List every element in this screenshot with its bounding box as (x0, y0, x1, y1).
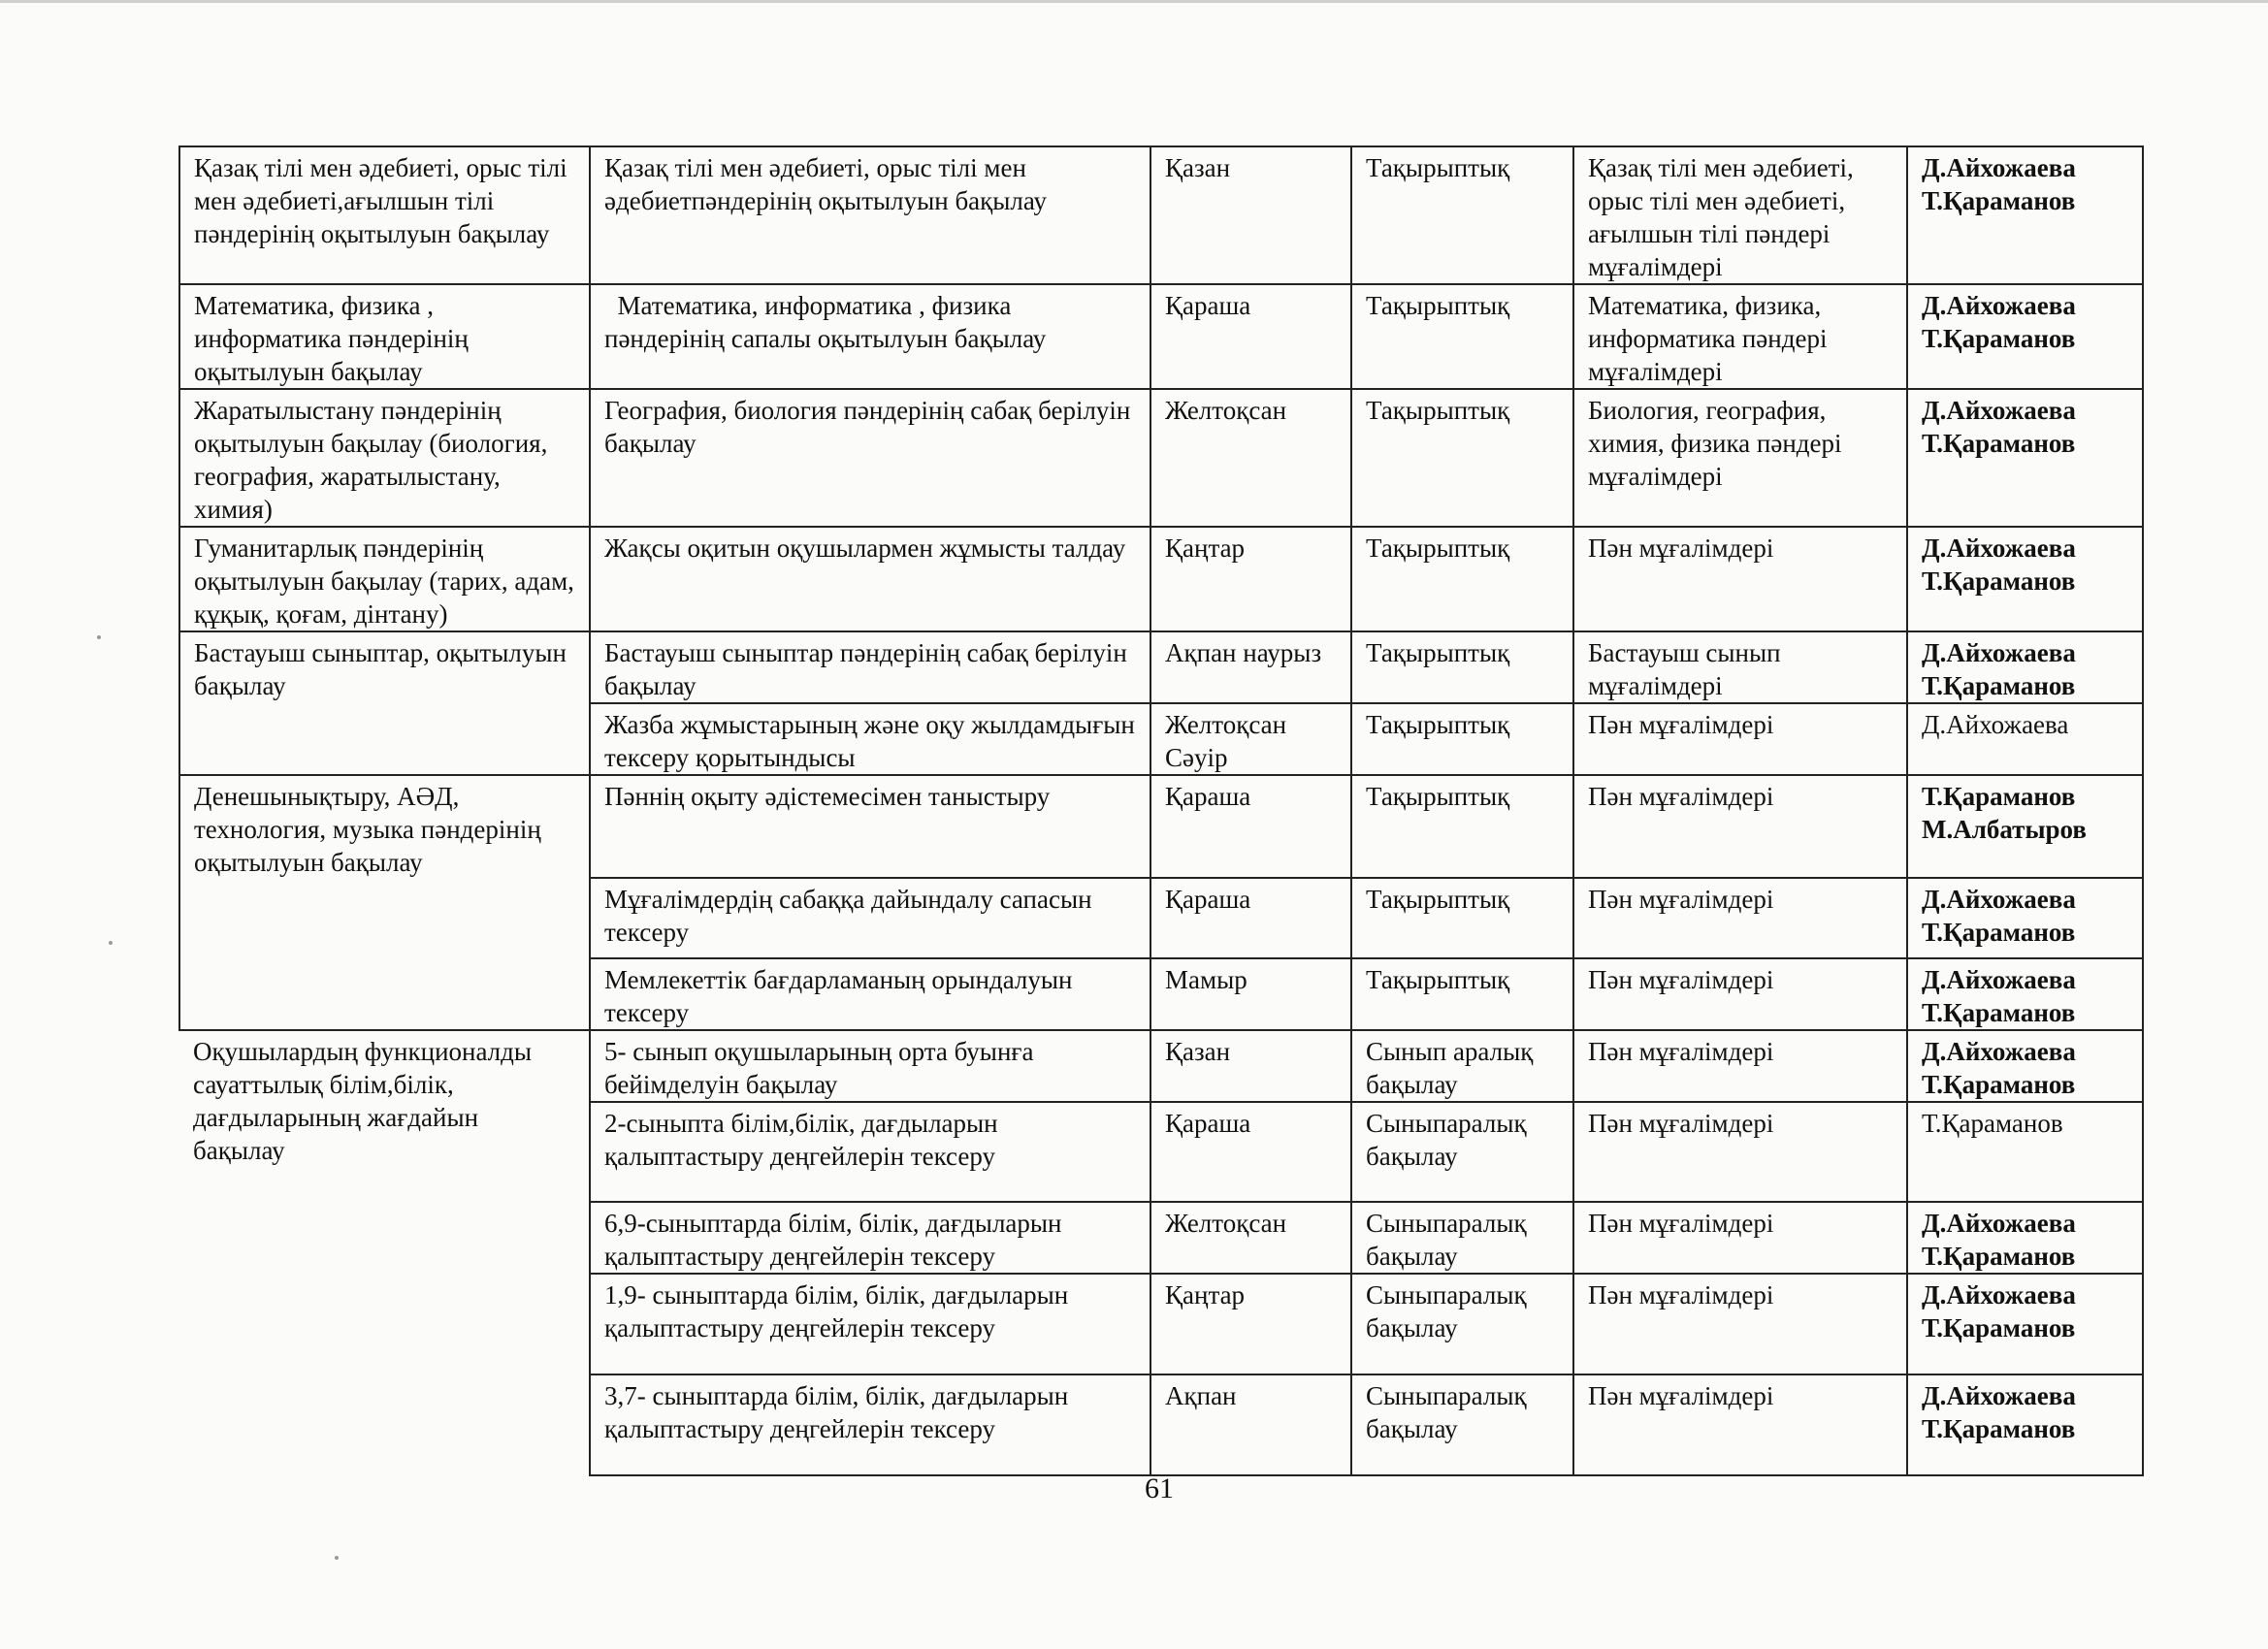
control-area-cell: Қазақ тілі мен әдебиеті, орыс тілі мен әдебиеті,ағылшын тілі пәндерінің оқытылуын бақылау (179, 146, 590, 284)
control-topic-cell: 5- сынып оқушыларының орта буынға бейімделуін бақылау (590, 1030, 1150, 1102)
control-topic-cell: Мемлекеттік бағдарламаның орындалуын тексеру (590, 958, 1150, 1030)
control-topic-cell: 2-сыныпта білім,білік, дағдыларын қалыптастыру деңгейлерін тексеру (590, 1102, 1150, 1202)
month-cell: Желтоқсан (1150, 1202, 1351, 1274)
control-type-cell: Тақырыптық (1351, 878, 1573, 958)
responsible-cell: Т.Қараманов (1907, 1102, 2143, 1202)
responsible-cell: Д.Айхожаева Т.Қараманов (1907, 1274, 2143, 1374)
table-row (179, 146, 2143, 284)
scan-speck (109, 941, 113, 945)
month-cell: Ақпан наурыз (1150, 631, 1351, 703)
target-cell: Пән мұғалімдері (1573, 958, 1907, 1030)
control-plan-table (178, 146, 2144, 1476)
month-cell: Қараша (1150, 284, 1351, 389)
responsible-cell: Д.Айхожаева Т.Қараманов (1907, 1374, 2143, 1475)
table-row (179, 389, 2143, 527)
control-topic-cell: География, биология пәндерінің сабақ берілуін бақылау (590, 389, 1150, 527)
target-cell: Пән мұғалімдері (1573, 1374, 1907, 1475)
target-cell: Пән мұғалімдері (1573, 703, 1907, 775)
responsible-cell: Д.Айхожаева Т.Қараманов (1907, 958, 2143, 1030)
target-cell: Пән мұғалімдері (1573, 878, 1907, 958)
control-type-cell: Тақырыптық (1351, 958, 1573, 1030)
responsible-cell: Д.Айхожаева Т.Қараманов (1907, 284, 2143, 389)
scan-speck (335, 1556, 339, 1560)
control-type-cell: Тақырыптық (1351, 284, 1573, 389)
target-cell: Биология, география, химия, физика пәндері мұғалімдері (1573, 389, 1907, 527)
month-cell: Желтоқсан Сәуір (1150, 703, 1351, 775)
control-type-cell: Сыныпаралық бақылау (1351, 1374, 1573, 1475)
target-cell: Бастауыш сынып мұғалімдері (1573, 631, 1907, 703)
responsible-cell: Т.Қараманов М.Албатыров (1907, 775, 2143, 878)
control-area-cell: Математика, физика , информатика пәндерінің оқытылуын бақылау (179, 284, 590, 389)
responsible-cell: Д.Айхожаева Т.Қараманов (1907, 1030, 2143, 1102)
control-topic-cell: 6,9-сыныптарда білім, білік, дағдыларын қалыптастыру деңгейлерін тексеру (590, 1202, 1150, 1274)
control-type-cell: Сынып аралық бақылау (1351, 1030, 1573, 1102)
month-cell: Ақпан (1150, 1374, 1351, 1475)
control-area-cell: Оқушылардың функционалды сауаттылық білім,білік, дағдыларының жағдайын бақылау (179, 1030, 590, 1475)
control-topic-cell: Жақсы оқитын оқушылармен жұмысты талдау (590, 527, 1150, 631)
control-topic-cell: Математика, информатика , физика пәндерінің сапалы оқытылуын бақылау (590, 284, 1150, 389)
control-area-cell: Жаратылыстану пәндерінің оқытылуын бақылау (биология, география, жаратылыстану, химия) (179, 389, 590, 527)
scan-top-edge (0, 0, 2268, 3)
control-topic-cell: Жазба жұмыстарының және оқу жылдамдығын тексеру қорытындысы (590, 703, 1150, 775)
control-topic-cell: Қазақ тілі мен әдебиеті, орыс тілі мен әдебиетпәндерінің оқытылуын бақылау (590, 146, 1150, 284)
responsible-cell: Д.Айхожаева Т.Қараманов (1907, 527, 2143, 631)
month-cell: Қазан (1150, 146, 1351, 284)
table-row (179, 1030, 2143, 1102)
target-cell: Пән мұғалімдері (1573, 775, 1907, 878)
control-type-cell: Тақырыптық (1351, 389, 1573, 527)
page-number: 61 (1145, 1472, 1174, 1504)
control-topic-cell: Мұғалімдердің сабаққа дайындалу сапасын тексеру (590, 878, 1150, 958)
control-type-cell: Тақырыптық (1351, 631, 1573, 703)
control-area-cell: Денешынықтыру, АӘД, технология, музыка пәндерінің оқытылуын бақылау (179, 775, 590, 1030)
target-cell: Пән мұғалімдері (1573, 1274, 1907, 1374)
control-topic-cell: 1,9- сыныптарда білім, білік, дағдыларын қалыптастыру деңгейлерін тексеру (590, 1274, 1150, 1374)
month-cell: Қазан (1150, 1030, 1351, 1102)
control-topic-cell: Бастауыш сыныптар пәндерінің сабақ берілуін бақылау (590, 631, 1150, 703)
month-cell: Қараша (1150, 775, 1351, 878)
month-cell: Қараша (1150, 1102, 1351, 1202)
control-type-cell: Сыныпаралық бақылау (1351, 1102, 1573, 1202)
control-area-cell: Бастауыш сыныптар, оқытылуын бақылау (179, 631, 590, 775)
control-topic-cell: Пәннің оқыту әдістемесімен таныстыру (590, 775, 1150, 878)
responsible-cell: Д.Айхожаева Т.Қараманов (1907, 1202, 2143, 1274)
responsible-cell: Д.Айхожаева Т.Қараманов (1907, 146, 2143, 284)
control-type-cell: Сыныпаралық бақылау (1351, 1202, 1573, 1274)
control-type-cell: Тақырыптық (1351, 527, 1573, 631)
month-cell: Қаңтар (1150, 1274, 1351, 1374)
responsible-cell: Д.Айхожаева Т.Қараманов (1907, 389, 2143, 527)
table-row (179, 631, 2143, 703)
table-row (179, 527, 2143, 631)
month-cell: Желтоқсан (1150, 389, 1351, 527)
control-topic-cell: 3,7- сыныптарда білім, білік, дағдыларын қалыптастыру деңгейлерін тексеру (590, 1374, 1150, 1475)
target-cell: Пән мұғалімдері (1573, 527, 1907, 631)
control-area-cell: Гуманитарлық пәндерінің оқытылуын бақылау (тарих, адам, құқық, қоғам, дінтану) (179, 527, 590, 631)
scan-speck (97, 635, 101, 639)
target-cell: Пән мұғалімдері (1573, 1202, 1907, 1274)
responsible-cell: Д.Айхожаева (1907, 703, 2143, 775)
control-type-cell: Сыныпаралық бақылау (1351, 1274, 1573, 1374)
target-cell: Пән мұғалімдері (1573, 1102, 1907, 1202)
control-type-cell: Тақырыптық (1351, 775, 1573, 878)
target-cell: Математика, физика, информатика пәндері мұғалімдері (1573, 284, 1907, 389)
target-cell: Қазақ тілі мен әдебиеті, орыс тілі мен әдебиеті, ағылшын тілі пәндері мұғалімдері (1573, 146, 1907, 284)
table-row (179, 775, 2143, 878)
responsible-cell: Д.Айхожаева Т.Қараманов (1907, 631, 2143, 703)
month-cell: Қараша (1150, 878, 1351, 958)
month-cell: Қаңтар (1150, 527, 1351, 631)
table-row (179, 284, 2143, 389)
control-type-cell: Тақырыптық (1351, 146, 1573, 284)
responsible-cell: Д.Айхожаева Т.Қараманов (1907, 878, 2143, 958)
control-type-cell: Тақырыптық (1351, 703, 1573, 775)
target-cell: Пән мұғалімдері (1573, 1030, 1907, 1102)
month-cell: Мамыр (1150, 958, 1351, 1030)
